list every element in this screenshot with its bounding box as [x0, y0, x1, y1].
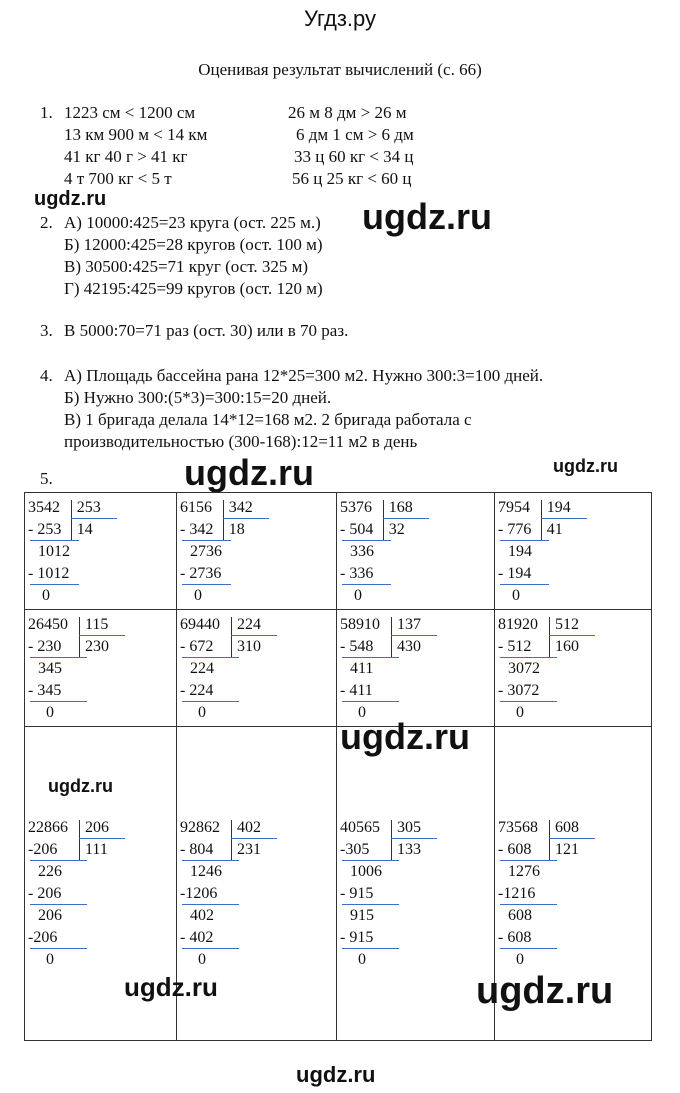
task1-left-2: 41 кг 40 г > 41 кг: [64, 147, 188, 166]
step: 0: [512, 587, 520, 604]
step: 224: [190, 660, 214, 677]
dividend: 3542: [28, 499, 60, 516]
step: - 672: [180, 638, 214, 655]
quotient: 310: [237, 638, 261, 655]
divisor: 168: [388, 499, 413, 516]
dividend: 5376: [340, 499, 372, 516]
task2-line-1: Б) 12000:425=28 кругов (ост. 100 м): [64, 235, 323, 254]
step: 1246: [190, 863, 222, 880]
quotient: 111: [85, 841, 108, 858]
step: - 336: [340, 565, 374, 582]
watermark: ugdz.ru: [124, 972, 218, 1002]
dividend: 40565: [340, 819, 380, 836]
subtraction-underline: [342, 657, 399, 658]
divisor-underline: [79, 838, 125, 839]
step: -206: [28, 929, 58, 946]
step: 1276: [508, 863, 540, 880]
task1-right-0: 26 м 8 дм > 26 м: [288, 103, 407, 122]
step: - 206: [28, 885, 62, 902]
subtraction-underline: [500, 701, 557, 702]
step: 1006: [350, 863, 382, 880]
step: - 253: [28, 521, 62, 538]
step: 0: [198, 951, 206, 968]
divisor: 608: [555, 819, 579, 836]
step: 0: [198, 704, 206, 721]
quotient: 133: [397, 841, 421, 858]
subtraction-underline: [342, 948, 399, 949]
divisor: 137: [397, 616, 421, 633]
divisor-underline: [71, 518, 117, 519]
step: - 776: [498, 521, 532, 538]
subtraction-underline: [342, 540, 391, 541]
dividend: 22866: [28, 819, 68, 836]
subtraction-underline: [342, 904, 399, 905]
subtraction-underline: [30, 860, 87, 861]
step: 0: [358, 951, 366, 968]
watermark: ugdz.ru: [476, 970, 614, 1012]
step: - 1012: [28, 565, 70, 582]
division-bar: [391, 820, 392, 860]
divisor-underline: [383, 518, 429, 519]
step: - 230: [28, 638, 62, 655]
task1-left-1: 13 км 900 м < 14 км: [64, 125, 208, 144]
division-table: [24, 492, 652, 1041]
page-subtitle: Оценивая результат вычислений (с. 66): [198, 60, 482, 79]
division-bar: [79, 617, 80, 657]
divisor: 402: [237, 819, 261, 836]
subtraction-underline: [182, 860, 239, 861]
task4-line-0: А) Площадь бассейна рана 12*25=300 м2. Нужно 300:3=100 дней.: [64, 366, 544, 385]
division-bar: [549, 820, 550, 860]
subtraction-underline: [30, 904, 87, 905]
step: - 512: [498, 638, 532, 655]
divisor: 512: [555, 616, 579, 633]
task5-number: 5.: [40, 469, 53, 488]
divisor: 206: [85, 819, 109, 836]
step: - 402: [180, 929, 214, 946]
step: 0: [516, 704, 524, 721]
step: 1012: [38, 543, 70, 560]
subtraction-underline: [30, 657, 87, 658]
step: 411: [350, 660, 374, 677]
subtraction-underline: [30, 701, 87, 702]
step: - 608: [498, 929, 532, 946]
subtraction-underline: [500, 860, 557, 861]
step: 206: [38, 907, 62, 924]
divisor-underline: [549, 838, 595, 839]
subtraction-underline: [500, 904, 557, 905]
step: 0: [358, 704, 366, 721]
step: 194: [508, 543, 532, 560]
subtraction-underline: [182, 584, 231, 585]
watermark: ugdz.ru: [296, 1062, 376, 1087]
step: 3072: [508, 660, 540, 677]
step: 0: [516, 951, 524, 968]
quotient: 41: [546, 521, 563, 538]
divisor-underline: [549, 635, 595, 636]
divisor-underline: [541, 518, 587, 519]
subtraction-underline: [30, 584, 79, 585]
site-title: Угдз.ру: [303, 6, 377, 31]
quotient: 121: [555, 841, 579, 858]
step: - 804: [180, 841, 214, 858]
divisor-underline: [231, 838, 277, 839]
step: 336: [350, 543, 374, 560]
step: -206: [28, 841, 58, 858]
subtraction-underline: [342, 860, 399, 861]
divisor-underline: [223, 518, 269, 519]
task4-line-1: Б) Нужно 300:(5*3)=300:15=20 дней.: [64, 388, 332, 407]
quotient: 160: [555, 638, 579, 655]
step: 402: [190, 907, 214, 924]
task1-right-1: 6 дм 1 см > 6 дм: [296, 125, 414, 144]
step: 0: [194, 587, 202, 604]
subtraction-underline: [182, 701, 239, 702]
quotient: 230: [85, 638, 109, 655]
task1-right-3: 56 ц 25 кг < 60 ц: [292, 169, 412, 188]
divisor: 342: [228, 499, 253, 516]
subtraction-underline: [342, 701, 399, 702]
task1-number: 1.: [40, 103, 53, 122]
step: 345: [38, 660, 62, 677]
subtraction-underline: [182, 657, 239, 658]
watermark: ugdz.ru: [184, 452, 314, 493]
division-bar: [71, 500, 72, 540]
dividend: 73568: [498, 819, 538, 836]
step: - 915: [340, 885, 374, 902]
task4-number: 4.: [40, 366, 53, 385]
watermark: ugdz.ru: [362, 196, 492, 237]
subtraction-underline: [30, 540, 79, 541]
step: 608: [508, 907, 532, 924]
watermark: ugdz.ru: [340, 716, 470, 757]
divisor-underline: [391, 635, 437, 636]
division-bar: [79, 820, 80, 860]
step: - 194: [498, 565, 532, 582]
step: 226: [38, 863, 62, 880]
division-bar: [391, 617, 392, 657]
dividend: 58910: [340, 616, 380, 633]
watermark: ugdz.ru: [553, 456, 618, 476]
step: 0: [46, 704, 54, 721]
divisor: 194: [546, 499, 571, 516]
task3-number: 3.: [40, 321, 53, 340]
task2-line-0: А) 10000:425=23 круга (ост. 225 м.): [64, 213, 321, 232]
step: - 548: [340, 638, 374, 655]
subtraction-underline: [182, 540, 231, 541]
quotient: 32: [388, 521, 405, 538]
step: - 345: [28, 682, 62, 699]
divisor: 253: [76, 499, 101, 516]
subtraction-underline: [500, 584, 549, 585]
dividend: 81920: [498, 616, 538, 633]
quotient: 231: [237, 841, 261, 858]
task1-left-3: 4 т 700 кг < 5 т: [64, 169, 172, 188]
quotient: 430: [397, 638, 421, 655]
step: 0: [42, 587, 50, 604]
step: 0: [46, 951, 54, 968]
task2-number: 2.: [40, 213, 53, 232]
subtraction-underline: [30, 948, 87, 949]
subtraction-underline: [182, 904, 239, 905]
watermark: ugdz.ru: [34, 188, 107, 210]
step: -1216: [498, 885, 536, 902]
task4-line-3: производительностью (300-168):12=11 м2 в день: [64, 432, 418, 451]
subtraction-underline: [500, 657, 557, 658]
subtraction-underline: [182, 948, 239, 949]
division-bar: [231, 617, 232, 657]
divisor-underline: [391, 838, 437, 839]
step: - 608: [498, 841, 532, 858]
step: - 3072: [498, 682, 540, 699]
task4-line-2: В) 1 бригада делала 14*12=168 м2. 2 бригада работала с: [64, 410, 472, 429]
dividend: 7954: [498, 499, 530, 516]
divisor-underline: [231, 635, 277, 636]
divisor: 115: [85, 616, 109, 633]
division-bar: [541, 500, 542, 540]
step: -1206: [180, 885, 218, 902]
step: - 411: [340, 682, 373, 699]
division-bar: [231, 820, 232, 860]
divisor-underline: [79, 635, 125, 636]
task2-line-2: В) 30500:425=71 круг (ост. 325 м): [64, 257, 309, 276]
watermark: ugdz.ru: [48, 776, 113, 796]
step: 0: [354, 587, 362, 604]
task1-left-0: 1223 см < 1200 см: [64, 103, 196, 122]
step: 2736: [190, 543, 222, 560]
task1-right-2: 33 ц 60 кг < 34 ц: [294, 147, 414, 166]
subtraction-underline: [342, 584, 391, 585]
dividend: 6156: [180, 499, 212, 516]
division-bar: [383, 500, 384, 540]
task3-text: В 5000:70=71 раз (ост. 30) или в 70 раз.: [64, 321, 349, 340]
dividend: 26450: [28, 616, 68, 633]
quotient: 18: [228, 521, 245, 538]
task2-line-3: Г) 42195:425=99 кругов (ост. 120 м): [64, 279, 323, 298]
step: 915: [350, 907, 374, 924]
subtraction-underline: [500, 540, 549, 541]
step: - 915: [340, 929, 374, 946]
step: - 342: [180, 521, 214, 538]
quotient: 14: [76, 521, 93, 538]
division-bar: [223, 500, 224, 540]
divisor: 224: [237, 616, 261, 633]
step: - 504: [340, 521, 374, 538]
step: -305: [340, 841, 370, 858]
step: - 224: [180, 682, 214, 699]
divisor: 305: [397, 819, 421, 836]
dividend: 69440: [180, 616, 220, 633]
division-bar: [549, 617, 550, 657]
dividend: 92862: [180, 819, 220, 836]
subtraction-underline: [500, 948, 557, 949]
step: - 2736: [180, 565, 222, 582]
